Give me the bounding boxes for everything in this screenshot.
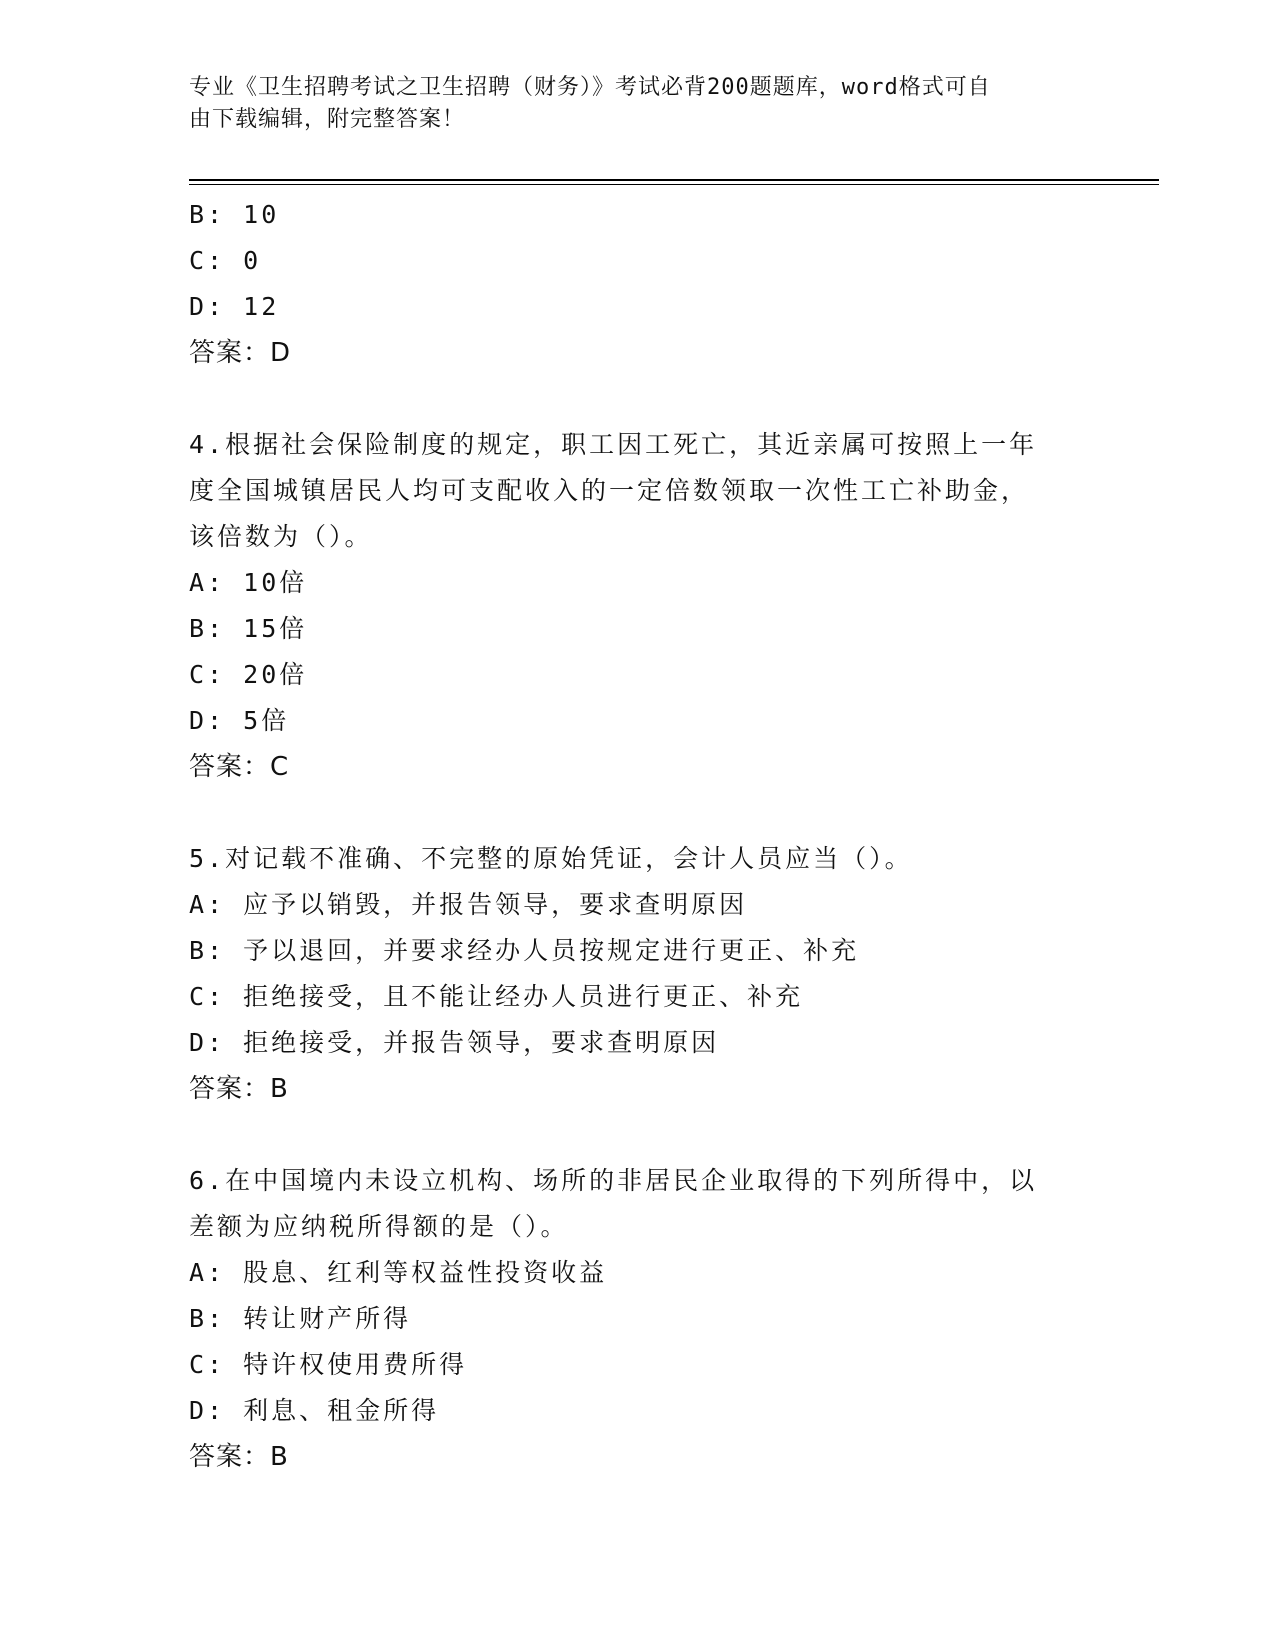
question-stem-line: 5.对记载不准确、不完整的原始凭证，会计人员应当（）。 [189, 844, 913, 873]
option-a: A: 应予以销毁，并报告领导，要求查明原因 [189, 890, 748, 919]
header-rule-thin [189, 184, 1159, 185]
question-list [189, 192, 1089, 1480]
option-a: A: 股息、红利等权益性投资收益 [189, 1258, 608, 1287]
option-c: C: 拒绝接受，且不能让经办人员进行更正、补充 [189, 982, 804, 1011]
option-d: D: 5倍 [189, 706, 290, 735]
question-3-tail [189, 192, 1089, 376]
option-b: B: 转让财产所得 [189, 1304, 412, 1333]
answer-line: 答案：C [189, 752, 290, 782]
option-c: C: 特许权使用费所得 [189, 1350, 468, 1379]
option-b: B: 10 [189, 200, 280, 229]
answer-line: 答案：B [189, 1442, 289, 1472]
question-stem-line: 差额为应纳税所得额的是（）。 [189, 1212, 569, 1241]
question-6 [189, 1158, 1089, 1480]
answer-line: 答案：B [189, 1074, 289, 1104]
header-rule-thick [189, 179, 1159, 181]
header-line-2: 由下载编辑，附完整答案！ [189, 107, 466, 132]
option-c: C: 0 [189, 246, 262, 275]
header-line-1: 专业《卫生招聘考试之卫生招聘（财务）》考试必背200题题库，word格式可自 [189, 75, 991, 100]
question-5 [189, 836, 1089, 1112]
question-stem-line: 4.根据社会保险制度的规定，职工因工死亡，其近亲属可按照上一年 [189, 430, 1038, 459]
document-header [189, 72, 1069, 136]
option-d: D: 拒绝接受，并报告领导，要求查明原因 [189, 1028, 720, 1057]
option-d: D: 12 [189, 292, 280, 321]
option-c: C: 20倍 [189, 660, 308, 689]
question-4 [189, 422, 1089, 790]
option-a: A: 10倍 [189, 568, 308, 597]
question-stem-line: 度全国城镇居民人均可支配收入的一定倍数领取一次性工亡补助金， [189, 476, 1030, 505]
question-stem-line: 该倍数为（）。 [189, 522, 373, 551]
option-b: B: 予以退回，并要求经办人员按规定进行更正、补充 [189, 936, 860, 965]
question-stem-line: 6.在中国境内未设立机构、场所的非居民企业取得的下列所得中，以 [189, 1166, 1038, 1195]
option-d: D: 利息、租金所得 [189, 1396, 440, 1425]
option-b: B: 15倍 [189, 614, 308, 643]
answer-line: 答案：D [189, 338, 292, 368]
